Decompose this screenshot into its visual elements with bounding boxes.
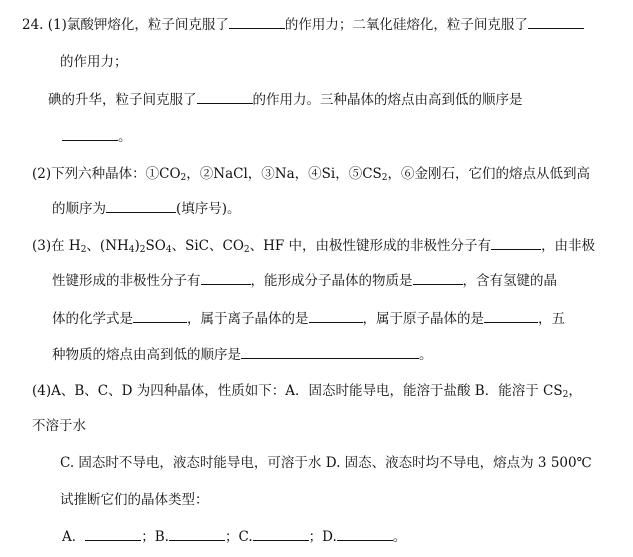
text: 、HF 中，由极性键形成的非极性分子有: [249, 238, 492, 254]
text: ，: [568, 383, 582, 399]
text: ，五: [538, 311, 565, 327]
text: 。: [419, 347, 433, 363]
answer-blank[interactable]: [253, 526, 309, 541]
text: 的作用力；二氧化硅熔化，粒子间克服了: [284, 17, 528, 33]
subscript: 2: [381, 173, 388, 183]
q24-p1-line2: [60, 52, 128, 72]
text: (4)A、B、C、D 为四种晶体，性质如下：A．固态时能导电，能溶于盐酸 B．能溶于 CS: [32, 383, 563, 399]
q24-p2-line1: [32, 164, 590, 188]
text: ，由非极: [541, 238, 596, 254]
text: ；D.: [308, 529, 337, 545]
q24-p3-line4: [52, 344, 433, 365]
answer-blank[interactable]: [309, 308, 363, 323]
text: 体的化学式是: [52, 311, 133, 327]
q24-p1-line3: [48, 89, 523, 110]
text: A．: [62, 529, 86, 545]
subscript: 2: [80, 245, 87, 255]
answer-blank[interactable]: [337, 526, 393, 541]
text: SO: [145, 238, 166, 254]
q24-p4-line3: [60, 453, 592, 473]
text: ，②NaCl，③Na，④Si，⑤CS: [186, 166, 382, 182]
answer-blank[interactable]: [201, 270, 251, 285]
text: ；C.: [224, 529, 253, 545]
text: 。: [118, 129, 132, 145]
subscript: 4: [165, 245, 172, 255]
text: ，含有氢键的晶: [462, 273, 557, 289]
text: 的作用力。三种晶体的熔点由高到低的顺序是: [252, 92, 523, 108]
text: 的作用力；: [60, 54, 128, 70]
text: C. 固态时不导电，液态时能导电，可溶于水 D. 固态、液态时均不导电，熔点为 3 500℃: [60, 455, 592, 471]
text: 种物质的熔点由高到低的顺序是: [52, 347, 241, 363]
text: ): [134, 238, 140, 254]
answer-blank[interactable]: [241, 344, 419, 359]
text: 不溶于水: [32, 418, 86, 434]
q24-p1-line1: [22, 14, 584, 35]
answer-blank[interactable]: [133, 308, 187, 323]
q24-p3-line1: [32, 235, 595, 260]
q24-p4-line1: [32, 381, 582, 405]
answer-blank[interactable]: [528, 14, 584, 29]
answer-blank[interactable]: [229, 14, 285, 29]
text: 24. (1)氯酸钾熔化，粒子间克服了: [22, 17, 229, 33]
subscript: 2: [562, 390, 569, 400]
text: ，属于离子晶体的是: [187, 311, 309, 327]
text: 碘的升华，粒子间克服了: [48, 92, 197, 108]
q24-p3-line2: [52, 270, 557, 291]
subscript: 2: [180, 173, 187, 183]
text: ，⑥金刚石，它们的熔点从低到高: [387, 166, 591, 182]
text: ，能形成分子晶体的物质是: [250, 273, 413, 289]
text: 、(NH: [86, 238, 129, 254]
answer-blank[interactable]: [413, 270, 463, 285]
text: 、SiC、CO: [171, 238, 244, 254]
text: 。: [392, 529, 407, 545]
q24-p4-line2: [32, 416, 86, 436]
subscript: 2: [139, 245, 146, 255]
text: ，属于原子晶体的是: [362, 311, 484, 327]
text: (填序号)。: [176, 201, 241, 217]
answer-blank[interactable]: [197, 89, 253, 104]
answer-blank[interactable]: [169, 526, 225, 541]
answer-blank[interactable]: [62, 126, 118, 141]
text: 的顺序为: [52, 201, 106, 217]
q24-p1-line4: [62, 126, 132, 147]
subscript: 2: [243, 245, 250, 255]
text: (2)下列六种晶体：①CO: [32, 166, 181, 182]
text: 试推断它们的晶体类型：: [60, 492, 209, 508]
q24-p2-line2: [52, 198, 241, 219]
text: 性键形成的非极性分子有: [52, 273, 201, 289]
answer-blank[interactable]: [85, 526, 141, 541]
answer-blank[interactable]: [106, 198, 176, 213]
q24-p3-line3: [52, 308, 565, 329]
subscript: 4: [128, 245, 135, 255]
text: (3)在 H: [32, 238, 81, 254]
q24-p4-line5: [62, 526, 406, 547]
q24-p4-line4: [60, 490, 209, 510]
text: ；B.: [141, 529, 169, 545]
answer-blank[interactable]: [484, 308, 538, 323]
answer-blank[interactable]: [491, 235, 541, 250]
